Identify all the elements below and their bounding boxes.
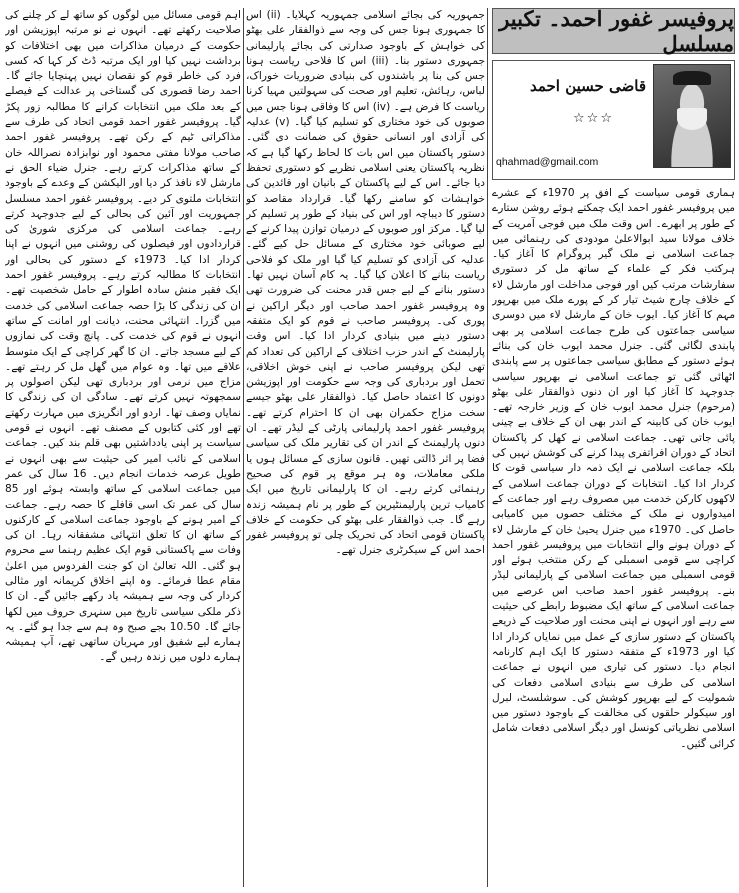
author-beard-shape	[677, 108, 707, 130]
author-name: قاضی حسین احمد	[529, 77, 646, 95]
article-column-left	[5, 8, 241, 889]
column-text-middle: جمہوریہ کی بجائے اسلامی جمہوریہ کہلایا۔ (ii) اس کا جمہوری ہونا جس کی وجہ سے ذوالفقار علی بھٹو کی خواہش کے باوجود صدارتی کی بجائے پارلیمانی جمہوری دستور بنا۔ (iii) اس کا فلاحی ریاست ہونا جس کی بنا پر باشندوں کی بنیادی ضروریات خوراک، لباس، رہائش، تعلیم اور صحت کی سہولتیں مہیا کرنا ریاست کا فرض ہے۔ (iv) اس کا وفاقی ہونا جس میں صوبوں کی خود مختاری کو تسلیم کیا گیا۔ (v) عدلیہ کی آزادی اور انسانی حقوق کی ضمانت دی گئی۔ دستور پاکستان میں اس بات کا لحاظ رکھا گیا ہے کہ نظریہ پاکستان یعنی اسلامی نظریے کو دستوری تحفظ دیا جائے۔ اس کے لیے پاکستان کے بانیان اور قائدین کی خواہشات کو سامنے رکھا گیا۔ قرارداد مقاصد کو دستور کا دیباچہ اور اس کی بنیاد کے طور پر تسلیم کر لیا گیا۔ مرکز اور صوبوں کے درمیان توازن پیدا کرنے کے لیے صوبائی خود مختاری کے مسائل حل کیے گئے۔ عدلیہ کی آزادی کو تسلیم کیا گیا اور ملک کو فلاحی ریاست بنانے کا اعلان کیا گیا۔ یہ کام آسان نہیں تھا۔ دستور بنانے کے لیے جس قدر محنت کی ضرورت تھی وہ پروفیسر غفور احمد صاحب اور دیگر اراکین نے پوری کی۔ پروفیسر صاحب نے قوم کو ایک متفقہ دستور دینے میں بنیادی کردار ادا کیا۔ اس وقت پارلیمنٹ کے اندر حزب اختلاف کے اراکین کی تعداد کم تھی لیکن پروفیسر صاحب نے اپنی خوش اخلاقی، تحمل اور بردباری کی وجہ سے حکومت اور اپوزیشن دونوں کا اعتماد حاصل کیا۔ ذوالفقار علی بھٹو جیسے سخت مزاج حکمران بھی ان کا احترام کرتے تھے۔ پروفیسر غفور احمد پارلیمانی پارٹی کے لیڈر تھے۔ ان دنوں پارلیمنٹ کے اندر ان کی تقاریر ملک کی سیاسی فضا پر اثر ڈالتی تھیں۔ قانون سازی کے مسائل ہوں یا ملکی معاملات، وہ ہر موقع پر قوم کی صحیح رہنمائی کرتے رہے۔ ان کا پارلیمانی تاریخ میں ایک کامیاب ترین پارلیمنٹیرین کے طور پر نام ہمیشہ زندہ رہے گا۔ جب ذوالفقار علی بھٹو کی حکومت کے خلاف پاکستان قومی اتحاد کی تحریک چلی تو پروفیسر غفور احمد اس کے سیکرٹری جنرل تھے۔	[246, 9, 485, 557]
author-photo	[653, 64, 731, 168]
author-email[interactable]: qhahmad@gmail.com	[496, 156, 599, 168]
author-box	[492, 60, 735, 180]
rating-stars-icon: ☆☆☆	[573, 111, 614, 126]
article-title: پروفیسر غفور احمد۔ تکبیر مسلسل	[492, 8, 735, 54]
column-text-left: اہم قومی مسائل میں لوگوں کو ساتھ لے کر چلنے کی صلاحیت رکھتے تھے۔ انہوں نے نو مرتبہ اپوزیشن اور حکومت کے درمیان مذاکرات میں بھی اختلافات کو برداشت نہیں کیا اور ایک مرتبہ ڈٹ کر کہا کہ کسی فرد کی خاطر قوم کو نقصان نہیں پہنچایا جائے گا۔ احمد رضا قصوری کی گستاخی پر عدالت کے فیصلے کے بعد ملک میں انتخابات کرانے کا مطالبہ زور پکڑ گیا۔ پروفیسر غفور احمد قومی اتحاد کی طرف سے مذاکراتی ٹیم کے رکن تھے۔ پروفیسر غفور احمد صاحب مولانا مفتی محمود اور نوابزادہ نصراللہ خان کے ساتھ مذاکرات کرتے رہے۔ جنرل ضیاء الحق نے مارشل لاء نافذ کر دیا اور الیکشن کے وعدے کے باوجود انتخابات ملتوی کر دیے۔ پروفیسر غفور احمد مسلسل جمہوریت اور آئین کی بحالی کے لیے جدوجہد کرتے رہے۔ جماعت اسلامی کی مرکزی شوریٰ کی قراردادوں اور فیصلوں کی روشنی میں انہوں نے اپنا کردار ادا کیا۔ 1973ء کے دستور کی بحالی اور انتخابات کا مطالبہ کرتے رہے۔ پروفیسر غفور احمد ایک فقیر منش سادہ اطوار کے حامل شخصیت تھے۔ ان کی زندگی کا بڑا حصہ جماعت اسلامی کی خدمت میں گزرا۔ انتہائی محنت، دیانت اور امانت کے ساتھ انہوں نے قوم کی خدمت کی۔ پانچ وقت کی نمازوں کے لیے مسجد جاتے۔ ان کا گھر کراچی کے ایک متوسط علاقے میں تھا۔ وہ عوام میں گھل مل کر رہتے تھے۔ مزاج میں نرمی اور بردباری تھی لیکن اصولوں پر سمجھوتہ نہیں کرتے تھے۔ سادگی ان کی زندگی کا نمایاں وصف تھا۔ اردو اور انگریزی میں مہارت رکھتے تھے اور کئی کتابوں کے مصنف تھے۔ انہوں نے قومی سیاست پر اپنی یادداشتیں بھی قلم بند کیں۔ جماعت اسلامی کے نائب امیر کی حیثیت سے بھی انہوں نے طویل عرصہ خدمات انجام دیں۔ 16 سال کی عمر میں جماعت اسلامی کے ساتھ وابستہ ہوئے اور 85 سال کی عمر تک اسی قافلے کا حصہ رہے۔ جماعت کے امیر ہونے کے باوجود جماعت اسلامی کے کارکنوں کے ساتھ ان کا تعلق انتہائی مشفقانہ رہا۔ ان کی وفات سے پاکستانی قوم ایک عظیم رہنما سے محروم ہو گئی۔ اللہ تعالیٰ ان کو جنت الفردوس میں اعلیٰ مقام عطا فرمائے۔ وہ اپنے اخلاق کریمانہ اور مثالی کردار کی وجہ سے ہمیشہ یاد رکھے جائیں گے۔ ان کا ذکر ملکی سیاسی تاریخ میں سنہری حروف میں لکھا جائے گا۔ 10.50 بجے صبح وہ ہم سے جدا ہو گئے۔ یہ ہمارے لیے شفیق اور مہربان ساتھی تھے، آپ ہمیشہ ہمارے دلوں میں زندہ رہیں گے۔	[5, 9, 241, 664]
column-divider	[243, 8, 244, 887]
column-divider	[487, 8, 488, 887]
article-column-right	[492, 8, 735, 889]
author-cap-shape	[673, 71, 711, 85]
column-text-right: ہماری قومی سیاست کے افق پر 1970ء کے عشرے میں پروفیسر غفور احمد ایک چمکتے ہوئے روشن ستارے کے طور پر ابھرے۔ اس وقت ملک میں فوجی آمریت کے خلاف مولانا سید ابوالاعلیٰ مودودی کی رہنمائی میں جماعت اسلامی نے ملک گیر پروگرام کا آغاز کیا۔ ہرکتب فکر کے علماء کے ساتھ مل کر دستوری سفارشات مرتب کیں اور فوجی مداخلت اور مارشل لاء کے خلاف چارج شیٹ تیار کر کے پورے ملک میں بھرپور مہم کا آغاز کیا۔ ایوب خان کے مارشل لاء میں دوسری سیاسی جماعتوں کی طرح جماعت اسلامی پر بھی پابندی لگائی گئی۔ جنرل محمد ایوب خان کی بنائے ہوئے دستور کے مطابق سیاسی جماعتوں پر سے پابندی اٹھائی گئی تو جماعت اسلامی نے بھرپور سیاسی جدوجہد کا آغاز کیا اور ان دنوں ذوالفقار علی بھٹو (مرحوم) جنرل محمد ایوب خان کے وزیر خارجہ تھے۔ ایوب خان کی کابینہ کے اندر بھی ان کے خلاف بے چینی پائی جاتی تھی۔ جماعت اسلامی نے کھل کر پاکستان اتحاد کے دوران افراتفری پیدا کرنے کی کوشش نہیں کی بلکہ جماعت اسلامی نے ایک ذمہ دار سیاسی قوت کا کردار ادا کیا۔ انتخابات کے دوران جماعت اسلامی کے لاکھوں کارکن خدمت میں مصروف رہے اور جماعت کے امیدواروں نے ملک کے مختلف حصوں میں کامیابی حاصل کی۔ 1970ء میں جنرل یحییٰ خان کے مارشل لاء کے دوران ہونے والے انتخابات میں پروفیسر غفور احمد کراچی سے قومی اسمبلی کے رکن منتخب ہوئے اور قومی اسمبلی میں جماعت اسلامی کے پارلیمانی لیڈر بنے۔ پروفیسر غفور احمد صاحب اس عرصے میں جماعت اسلامی کے ساتھ ایک مضبوط رابطے کی حیثیت سے رہے اور انہوں نے اپنی محنت اور صلاحیت کے ذریعے پاکستان کے دستور سازی کے عمل میں نمایاں کردار ادا کیا اور 1973ء کے متفقہ دستور کا ایک اہم کارنامہ انجام دیا۔ دستور کی تیاری میں انہوں نے جماعت اسلامی کی طرف سے بنیادی اسلامی دفعات کی شمولیت کے لیے بھرپور کوشش کی۔ سوشلسٹ، لبرل اور سیکولر حلقوں کی مخالفت کے باوجود دستور میں اسلامی نظریاتی کونسل اور دیگر اسلامی دفعات شامل کرائی گئیں۔	[492, 187, 735, 750]
article-column-middle	[246, 8, 485, 889]
